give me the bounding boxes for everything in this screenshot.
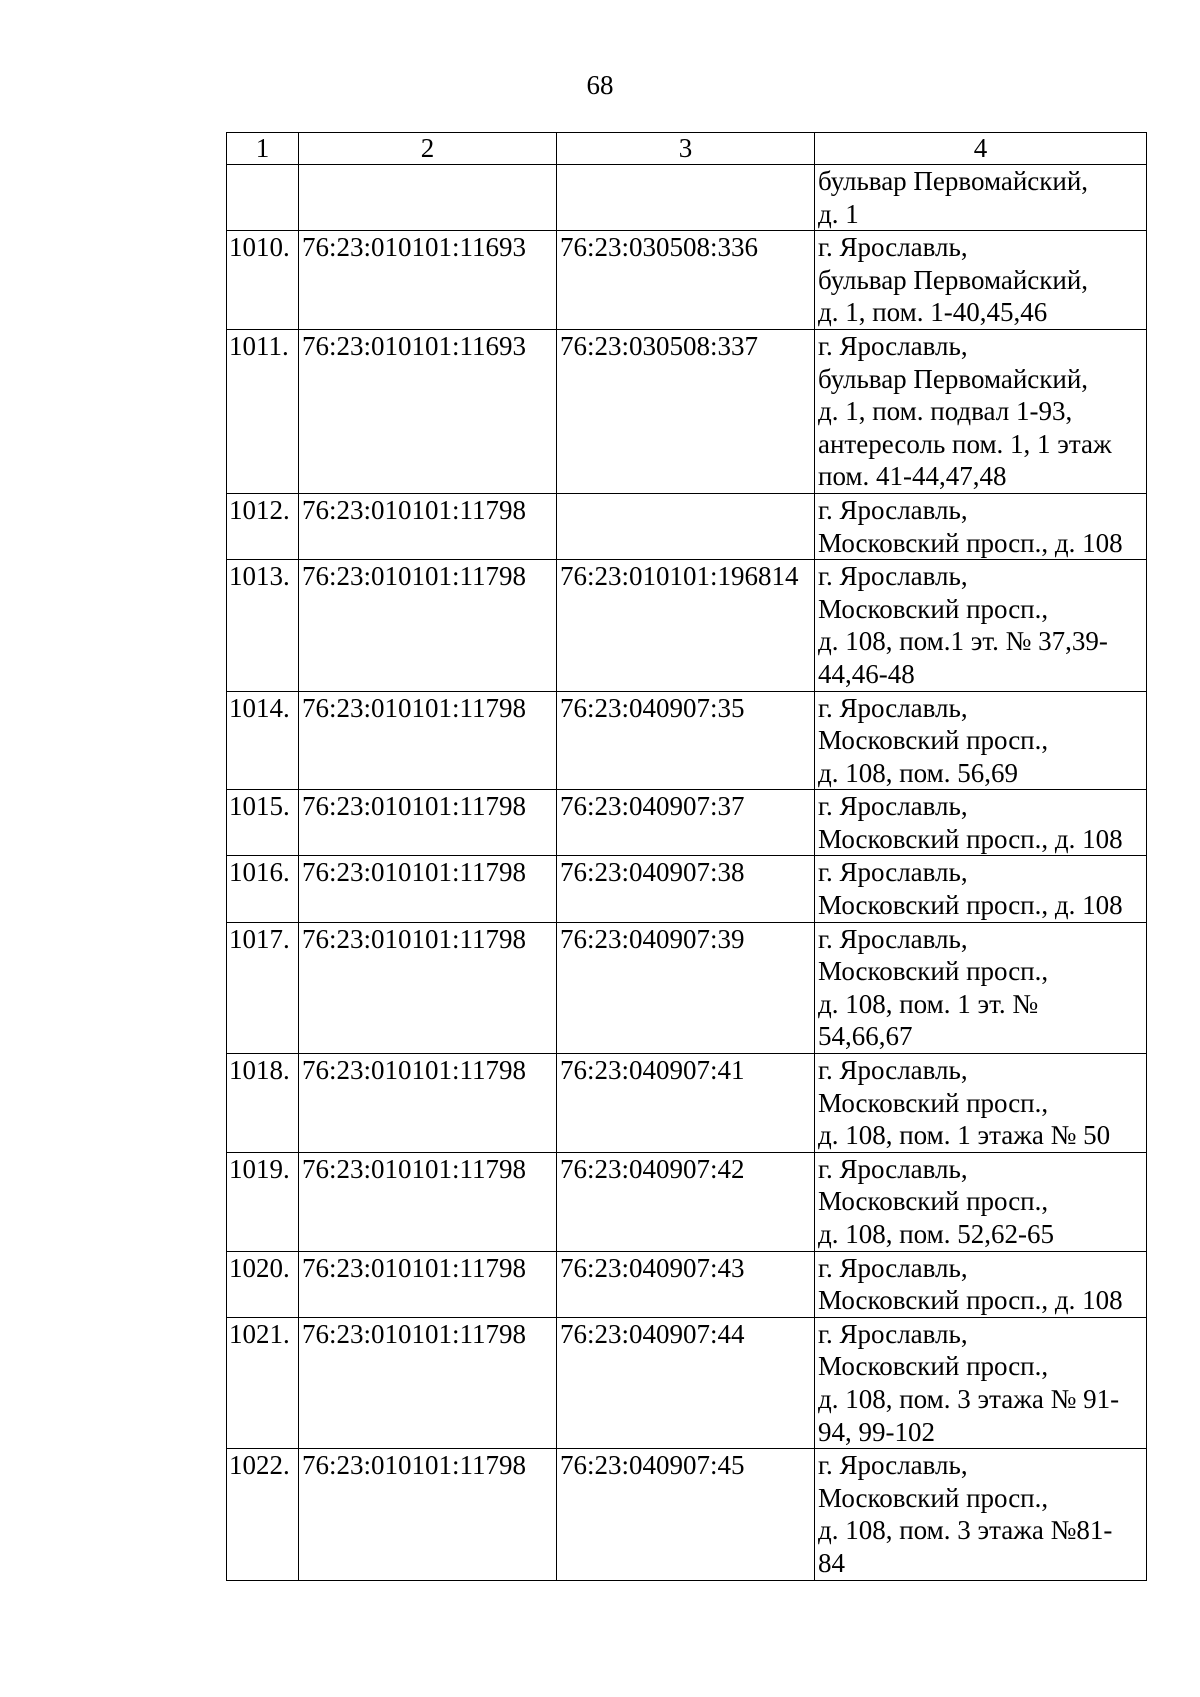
cadastral-number-cell: 76:23:010101:11798 <box>299 856 557 922</box>
address-line: Московский просп., д. 108 <box>818 1285 1123 1316</box>
row-number-cell: 1015. <box>227 790 299 856</box>
address-cell <box>815 1251 1147 1317</box>
address-line: г. Ярославль, <box>818 1055 968 1086</box>
object-cadastral-number-cell: 76:23:040907:37 <box>557 790 815 856</box>
table-row <box>227 329 1147 493</box>
cadastral-number-cell: 76:23:010101:11798 <box>299 1251 557 1317</box>
object-cadastral-number-cell: 76:23:040907:38 <box>557 856 815 922</box>
address-line: 54,66,67 <box>818 1021 913 1052</box>
address-line: д. 108, пом. 56,69 <box>818 757 1019 788</box>
address-line: 84 <box>818 1547 845 1578</box>
table-row <box>227 231 1147 330</box>
address-cell <box>815 1152 1147 1251</box>
address-line: д. 108, пом. 52,62-65 <box>818 1219 1054 1249</box>
address-line: г. Ярославль, <box>818 232 968 263</box>
column-header-3: 3 <box>557 133 815 165</box>
object-cadastral-number-cell: 76:23:040907:44 <box>557 1317 815 1448</box>
address-line: Московский просп., <box>818 1482 1049 1513</box>
address-line: Московский просп., <box>818 593 1049 624</box>
address-cell <box>815 560 1147 691</box>
header-row <box>227 133 1147 165</box>
address-line: Московский просп., д. 108 <box>818 890 1123 921</box>
table-row <box>227 790 1147 856</box>
object-cadastral-number-cell: 76:23:040907:42 <box>557 1152 815 1251</box>
cadastral-number-cell: 76:23:010101:11693 <box>299 231 557 330</box>
table-row <box>227 560 1147 691</box>
table-body <box>227 165 1147 1581</box>
cadastral-number-cell: 76:23:010101:11798 <box>299 1317 557 1448</box>
address-line: Московский просп., <box>818 1351 1049 1382</box>
cadastral-number-cell: 76:23:010101:11798 <box>299 493 557 559</box>
address-line: Московский просп., д. 108 <box>818 527 1123 558</box>
row-number-cell: 1019. <box>227 1152 299 1251</box>
object-cadastral-number-cell: 76:23:030508:337 <box>557 329 815 493</box>
table-row <box>227 1317 1147 1448</box>
cadastral-number-cell: 76:23:010101:11798 <box>299 922 557 1053</box>
address-cell <box>815 165 1147 231</box>
row-number-cell <box>227 165 299 231</box>
cadastral-number-cell: 76:23:010101:11798 <box>299 691 557 790</box>
column-header-2: 2 <box>299 133 557 165</box>
address-line: д. 1, пом. 1-40,45,46 <box>818 297 1048 328</box>
address-line: Московский просп., <box>818 725 1049 756</box>
table-row <box>227 165 1147 231</box>
address-line: д. 1, пом. подвал 1-93, <box>818 396 1073 427</box>
cadastral-number-cell: 76:23:010101:11798 <box>299 1054 557 1153</box>
object-cadastral-number-cell <box>557 165 815 231</box>
address-cell <box>815 790 1147 856</box>
page-number: 68 <box>586 70 614 100</box>
address-line: д. 108, пом. 1 этажа № 50 <box>818 1120 1111 1151</box>
address-line: г. Ярославль, <box>818 330 968 361</box>
object-cadastral-number-cell: 76:23:040907:35 <box>557 691 815 790</box>
address-line: 94, 99-102 <box>818 1416 935 1447</box>
row-number-cell: 1013. <box>227 560 299 691</box>
cadastral-number-cell: 76:23:010101:11798 <box>299 1449 557 1580</box>
row-number-cell: 1021. <box>227 1317 299 1448</box>
address-line: Московский просп., <box>818 1087 1049 1118</box>
object-cadastral-number-cell: 76:23:040907:45 <box>557 1449 815 1580</box>
address-line: г. Ярославль, <box>818 692 968 723</box>
table-header <box>227 133 1147 165</box>
address-cell <box>815 1317 1147 1448</box>
address-line: бульвар Первомайский, <box>818 166 1089 196</box>
address-line: д. 1 <box>818 198 859 229</box>
address-line: Московский просп., <box>818 1186 1049 1217</box>
address-cell <box>815 1449 1147 1580</box>
row-number-cell: 1022. <box>227 1449 299 1580</box>
object-cadastral-number-cell: 76:23:040907:43 <box>557 1251 815 1317</box>
column-header-4: 4 <box>815 133 1147 165</box>
address-line: г. Ярославль, <box>818 791 968 822</box>
address-line: д. 108, пом. 1 эт. № <box>818 988 1039 1019</box>
row-number-cell: 1014. <box>227 691 299 790</box>
cadastral-number-cell: 76:23:010101:11798 <box>299 790 557 856</box>
row-number-cell: 1011. <box>227 329 299 493</box>
address-line: Московский просп., д. 108 <box>818 823 1123 854</box>
table-row <box>227 691 1147 790</box>
address-cell <box>815 691 1147 790</box>
table-row <box>227 493 1147 559</box>
address-cell <box>815 493 1147 559</box>
row-number-cell: 1020. <box>227 1251 299 1317</box>
address-line: пом. 41-44,47,48 <box>818 461 1007 492</box>
row-number-cell: 1010. <box>227 231 299 330</box>
registry-table <box>226 132 1147 1581</box>
cadastral-number-cell: 76:23:010101:11693 <box>299 329 557 493</box>
row-number-cell: 1016. <box>227 856 299 922</box>
row-number-cell: 1012. <box>227 493 299 559</box>
address-line: г. Ярославль, <box>818 1252 968 1283</box>
object-cadastral-number-cell: 76:23:010101:196814 <box>557 560 815 691</box>
address-line: д. 108, пом.1 эт. № 37,39- <box>818 626 1108 657</box>
table-row <box>227 1251 1147 1317</box>
object-cadastral-number-cell: 76:23:040907:39 <box>557 922 815 1053</box>
address-line: г. Ярославль, <box>818 1318 968 1349</box>
address-line: г. Ярославль, <box>818 923 968 954</box>
address-line: бульвар Первомайский, <box>818 264 1089 295</box>
object-cadastral-number-cell: 76:23:040907:41 <box>557 1054 815 1153</box>
address-cell <box>815 922 1147 1053</box>
address-line: д. 108, пом. 3 этажа №81- <box>818 1515 1113 1546</box>
cadastral-number-cell: 76:23:010101:11798 <box>299 560 557 691</box>
address-cell <box>815 329 1147 493</box>
column-header-1: 1 <box>227 133 299 165</box>
row-number-cell: 1017. <box>227 922 299 1053</box>
address-line: 44,46-48 <box>818 658 915 689</box>
address-line: Московский просп., <box>818 956 1049 987</box>
cadastral-number-cell <box>299 165 557 231</box>
address-line: г. Ярославль, <box>818 494 968 525</box>
address-cell <box>815 231 1147 330</box>
address-line: г. Ярославль, <box>818 1153 968 1184</box>
table-row <box>227 922 1147 1053</box>
address-line: д. 108, пом. 3 этажа № 91- <box>818 1383 1120 1414</box>
address-line: г. Ярославль, <box>818 857 968 888</box>
address-cell <box>815 856 1147 922</box>
table-row <box>227 856 1147 922</box>
address-cell <box>815 1054 1147 1153</box>
table-row <box>227 1449 1147 1580</box>
row-number-cell: 1018. <box>227 1054 299 1153</box>
object-cadastral-number-cell: 76:23:030508:336 <box>557 231 815 330</box>
table-row <box>227 1152 1147 1251</box>
address-line: г. Ярославль, <box>818 1450 968 1481</box>
address-line: бульвар Первомайский, <box>818 363 1089 394</box>
address-line: антересоль пом. 1, 1 этаж <box>818 428 1112 459</box>
address-line: г. Ярославль, <box>818 561 968 592</box>
object-cadastral-number-cell <box>557 493 815 559</box>
cadastral-number-cell: 76:23:010101:11798 <box>299 1152 557 1251</box>
table-row <box>227 1054 1147 1153</box>
